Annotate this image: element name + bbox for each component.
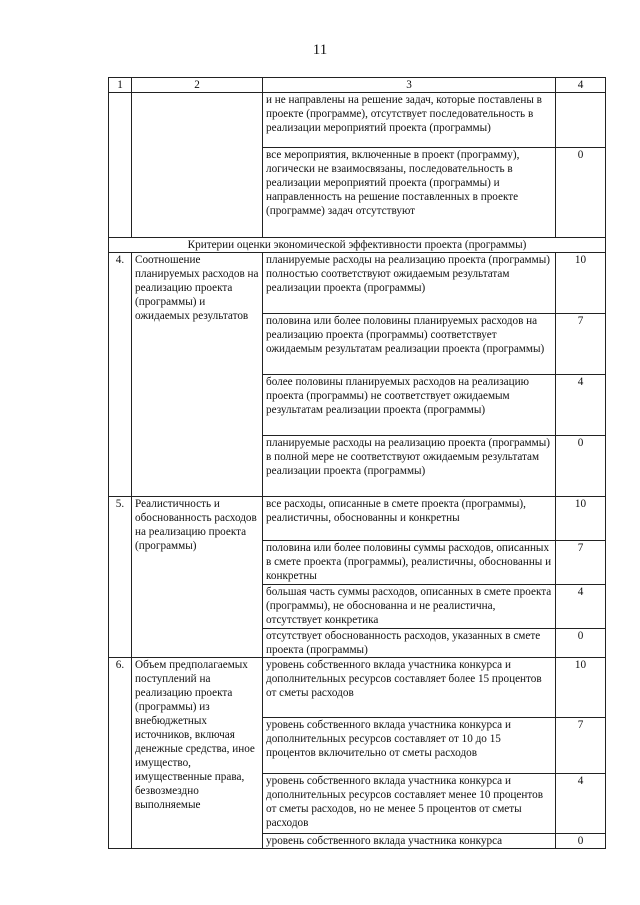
option-score: 0: [556, 834, 606, 849]
table-row: [109, 497, 606, 541]
page-number: 11: [312, 42, 328, 58]
option-description: большая часть суммы расходов, описанных в смете проекта (программы), не обоснованна и не реалистична, отсутствует конкретика: [263, 585, 556, 629]
header-col-1: 1: [109, 78, 132, 93]
option-description: уровень собственного вклада участника конкурса и дополнительных ресурсов составляет менее 10 процентов от сметы расходов, но не менее 5 процентов от сметы расходов: [263, 774, 556, 834]
table-row: [109, 658, 606, 718]
option-description: все мероприятия, включенные в проект (программу), логически не взаимосвязаны, последовательность в реализации мероприятий проекта (программы) и направленность на решение поставленных в проекте (программе) задач отсутствуют: [263, 148, 556, 238]
option-description: уровень собственного вклада участника конкурса и дополнительных ресурсов составляет от 10 до 15 процентов включительно от сметы расходов: [263, 718, 556, 774]
option-description: все расходы, описанные в смете проекта (программы), реалистичны, обоснованны и конкретны: [263, 497, 556, 541]
option-description: более половины планируемых расходов на реализацию проекта (программы) не соответствует ожидаемым результатам реализации проекта (программы): [263, 375, 556, 436]
option-description: уровень собственного вклада участника конкурса: [263, 834, 556, 849]
section-title-row: [109, 238, 606, 253]
criterion-number: 4.: [109, 253, 132, 497]
option-score: 10: [556, 658, 606, 718]
option-description: половина или более половины планируемых расходов на реализацию проекта (программы) соответствует ожидаемым результатам реализации проекта (программы): [263, 314, 556, 375]
option-score: 7: [556, 718, 606, 774]
option-description: уровень собственного вклада участника конкурса и дополнительных ресурсов составляет более 15 процентов от сметы расходов: [263, 658, 556, 718]
table-row: [109, 93, 606, 148]
header-col-4: 4: [556, 78, 606, 93]
option-score: 7: [556, 541, 606, 585]
header-col-3: 3: [263, 78, 556, 93]
criterion-name: Объем предполагаемых поступлений на реализацию проекта (программы) из внебюджетных источников, включая денежные средства, иное имущество, имущественные права, безвозмездно выполняемые: [132, 658, 263, 849]
table-header-row: [109, 78, 606, 93]
option-score: 4: [556, 375, 606, 436]
criteria-table: [108, 77, 606, 849]
option-description: планируемые расходы на реализацию проекта (программы) полностью соответствуют ожидаемым результатам реализации проекта (программы): [263, 253, 556, 314]
criterion-name: Соотношение планируемых расходов на реализацию проекта (программы) и ожидаемых результатов: [132, 253, 263, 497]
option-description: половина или более половины суммы расходов, описанных в смете проекта (программы), реалистичны, обоснованны и конкретны: [263, 541, 556, 585]
option-description: отсутствует обоснованность расходов, указанных в смете проекта (программы): [263, 629, 556, 658]
option-score: 4: [556, 585, 606, 629]
option-score: 10: [556, 497, 606, 541]
criterion-number: 5.: [109, 497, 132, 658]
table-row: [109, 253, 606, 314]
criterion-number: 6.: [109, 658, 132, 849]
criterion-number-cell: [109, 93, 132, 238]
option-score: 0: [556, 436, 606, 497]
criterion-name: Реалистичность и обоснованность расходов на реализацию проекта (программы): [132, 497, 263, 658]
option-score: 7: [556, 314, 606, 375]
option-description: планируемые расходы на реализацию проекта (программы) в полной мере не соответствуют ожидаемым результатам реализации проекта (программы): [263, 436, 556, 497]
option-score: 4: [556, 774, 606, 834]
section-title: Критерии оценки экономической эффективности проекта (программы): [109, 238, 606, 253]
option-score: [556, 93, 606, 148]
option-score: 0: [556, 148, 606, 238]
option-score: 0: [556, 629, 606, 658]
criterion-name-cell: [132, 93, 263, 238]
header-col-2: 2: [132, 78, 263, 93]
option-description: и не направлены на решение задач, которые поставлены в проекте (программе), отсутствует последовательность в реализации мероприятий проекта (программы): [263, 93, 556, 148]
option-score: 10: [556, 253, 606, 314]
